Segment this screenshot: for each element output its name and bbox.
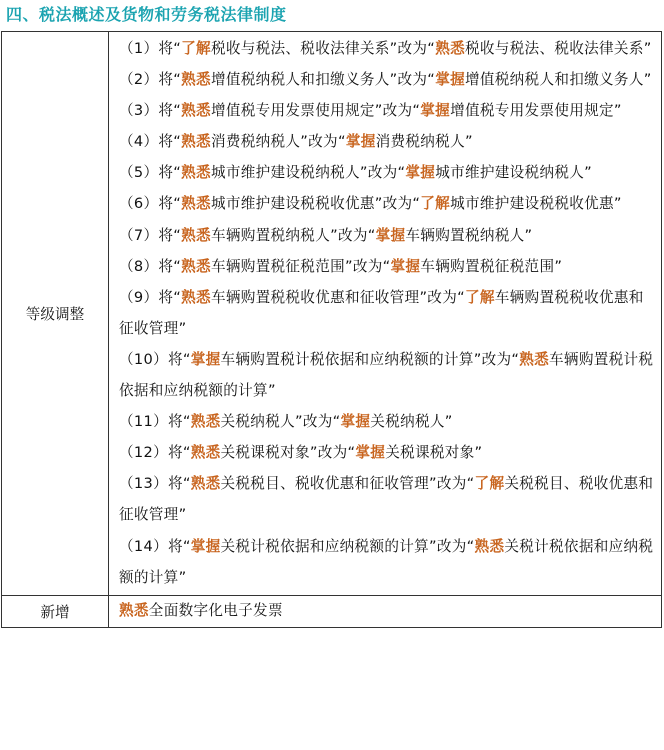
row-label: 新增 xyxy=(2,595,109,627)
item-text: 税收与税法、税收法律关系” xyxy=(464,40,652,57)
item-text: 全面数字化电子发票 xyxy=(148,602,283,620)
item-text: 关税课税对象”改为“ xyxy=(220,444,356,462)
keyword: 熟悉 xyxy=(181,288,211,306)
item-text: 车辆购置税计税依据和应纳税额的计算”改为“ xyxy=(220,350,520,368)
item-text: （2）将“ xyxy=(119,71,182,89)
table-row xyxy=(2,32,662,596)
list-item xyxy=(119,251,655,282)
item-text: 城市维护建设税税收优惠” xyxy=(450,195,622,213)
item-text: 消费税纳税人” xyxy=(375,133,473,151)
keyword: 熟悉 xyxy=(119,602,149,620)
keyword: 熟悉 xyxy=(181,164,211,182)
keyword: 了解 xyxy=(181,40,211,57)
section-title: 四、税法概述及货物和劳务税法律制度 xyxy=(6,5,287,24)
keyword: 掌握 xyxy=(375,226,406,244)
keyword: 熟悉 xyxy=(190,475,221,493)
keyword: 掌握 xyxy=(340,413,371,431)
item-text: 税收与税法、税收法律关系”改为“ xyxy=(210,40,436,57)
table-row xyxy=(2,595,662,627)
item-text: （1）将“ xyxy=(119,40,182,57)
keyword: 掌握 xyxy=(190,537,221,555)
item-text: （4）将“ xyxy=(119,133,182,151)
list-item xyxy=(119,437,655,468)
item-text: （9）将“ xyxy=(119,288,182,306)
changes-table xyxy=(1,31,662,628)
keyword: 熟悉 xyxy=(181,71,211,89)
keyword: 了解 xyxy=(420,195,451,213)
keyword: 熟悉 xyxy=(181,102,211,120)
item-text: 增值税专用发票使用规定” xyxy=(450,102,622,120)
item-text: 关税税目、税收优惠和征收管理” xyxy=(119,475,654,524)
list-item xyxy=(119,157,655,188)
item-text: 城市维护建设税纳税人” xyxy=(435,164,592,182)
keyword: 了解 xyxy=(474,475,505,493)
item-text: 增值税专用发票使用规定”改为“ xyxy=(210,102,421,120)
item-text: （8）将“ xyxy=(119,257,182,275)
item-text: （5）将“ xyxy=(119,164,182,182)
item-text: 增值税纳税人和扣缴义务人”改为“ xyxy=(210,71,436,89)
keyword: 熟悉 xyxy=(435,40,465,57)
keyword: 掌握 xyxy=(435,71,465,89)
list-item xyxy=(119,188,655,219)
keyword: 掌握 xyxy=(345,133,376,151)
item-text: 车辆购置税征税范围” xyxy=(420,257,563,275)
list-item xyxy=(119,95,655,126)
item-text: 车辆购置税征税范围”改为“ xyxy=(210,257,391,275)
item-text: （6）将“ xyxy=(119,195,182,213)
list-item xyxy=(119,406,655,437)
list-item xyxy=(119,344,655,406)
item-text: 关税课税对象” xyxy=(385,444,483,462)
item-text: 车辆购置税税收优惠和征收管理”改为“ xyxy=(210,288,465,306)
keyword: 掌握 xyxy=(355,444,386,462)
keyword: 掌握 xyxy=(190,350,221,368)
list-item xyxy=(119,126,655,157)
item-text: 城市维护建设税税收优惠”改为“ xyxy=(210,195,421,213)
keyword: 掌握 xyxy=(390,257,421,275)
item-text: （7）将“ xyxy=(119,226,182,244)
item-text: （11）将“ xyxy=(119,413,191,431)
list-item xyxy=(119,64,655,95)
keyword: 熟悉 xyxy=(519,350,550,368)
row-label: 等级调整 xyxy=(2,32,109,596)
keyword: 熟悉 xyxy=(181,257,211,275)
keyword: 掌握 xyxy=(405,164,436,182)
item-text: （3）将“ xyxy=(119,102,182,120)
keyword: 熟悉 xyxy=(474,537,505,555)
item-text: （10）将“ xyxy=(119,350,191,368)
item-text: （12）将“ xyxy=(119,444,191,462)
keyword: 熟悉 xyxy=(181,226,211,244)
item-text: 消费税纳税人”改为“ xyxy=(210,133,346,151)
keyword: 熟悉 xyxy=(190,413,221,431)
item-text: 关税税目、税收优惠和征收管理”改为“ xyxy=(220,475,475,493)
list-item xyxy=(119,220,655,251)
item-text: 车辆购置税纳税人”改为“ xyxy=(210,226,376,244)
item-text: 车辆购置税纳税人” xyxy=(405,226,533,244)
item-text: 城市维护建设税纳税人”改为“ xyxy=(210,164,406,182)
list-item xyxy=(119,282,655,344)
new-item xyxy=(109,595,662,627)
list-item xyxy=(119,468,655,530)
keyword: 熟悉 xyxy=(181,133,211,151)
item-text: （14）将“ xyxy=(119,537,191,555)
item-text: 关税计税依据和应纳税额的计算”改为“ xyxy=(220,537,475,555)
item-text: 关税计税依据和应纳税额的计算” xyxy=(119,537,654,586)
list-item xyxy=(119,531,655,593)
item-text: 车辆购置税计税依据和应纳税额的计算” xyxy=(119,350,654,400)
keyword: 掌握 xyxy=(420,102,451,120)
item-text: 关税纳税人”改为“ xyxy=(220,413,341,431)
item-text: （13）将“ xyxy=(119,475,191,493)
keyword: 熟悉 xyxy=(190,444,221,462)
keyword: 了解 xyxy=(464,288,495,306)
item-text: 增值税纳税人和扣缴义务人” xyxy=(464,71,652,89)
item-list xyxy=(109,32,662,596)
list-item xyxy=(119,33,655,64)
keyword: 熟悉 xyxy=(181,195,211,213)
item-text: 关税纳税人” xyxy=(370,413,453,431)
item-text: 车辆购置税税收优惠和征收管理” xyxy=(119,288,644,337)
